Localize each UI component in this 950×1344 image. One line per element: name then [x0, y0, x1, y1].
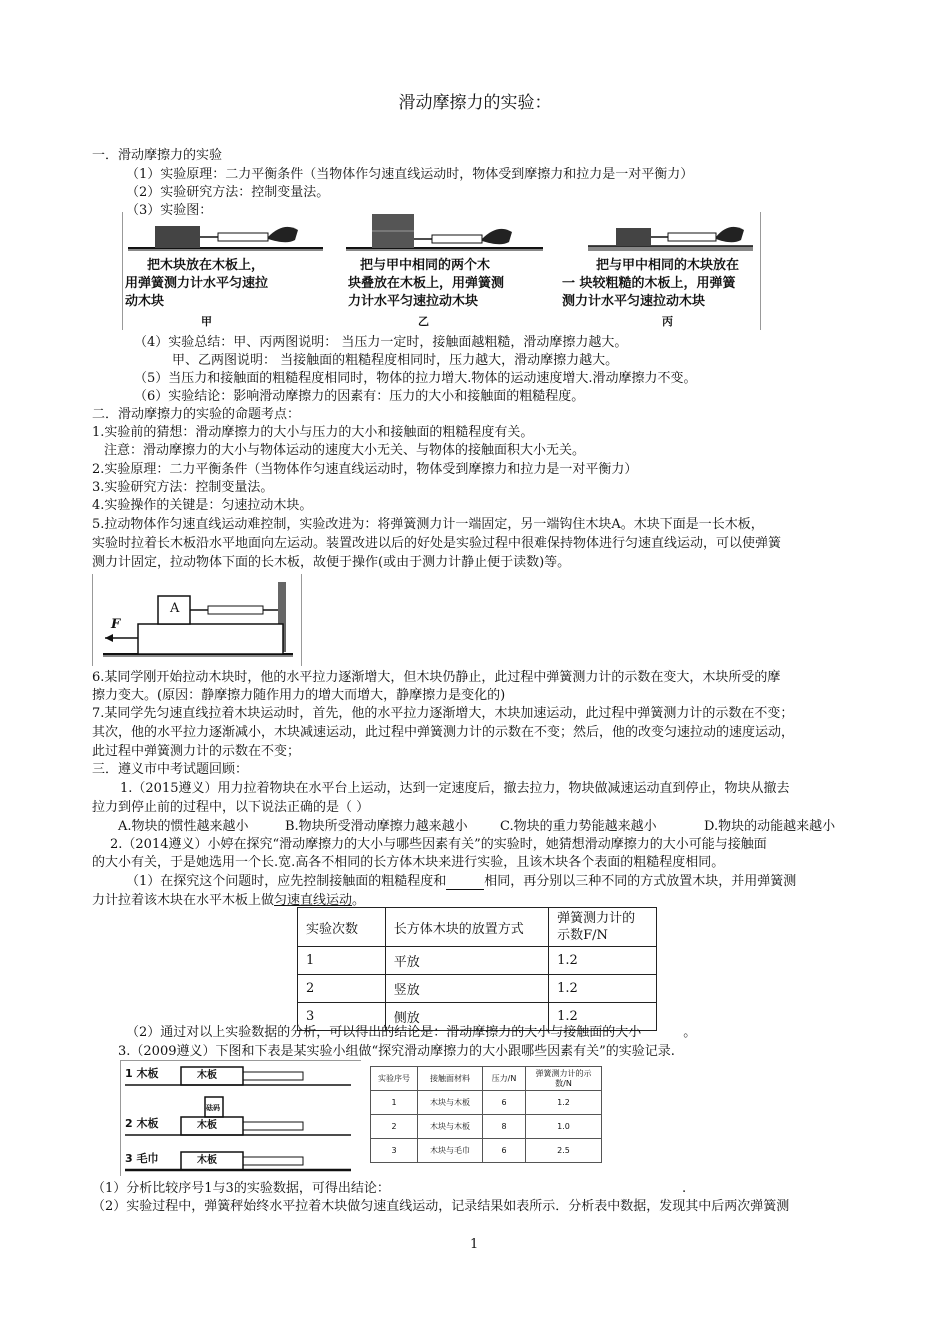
improved-apparatus-figure [92, 574, 302, 666]
table-cell: 3 [298, 1003, 386, 1031]
q2-part1b-underlined: 匀速直线运动 [274, 893, 353, 908]
q3-part1: （1）分析比较序号1与3的实验数据，可得出结论： [92, 1181, 390, 1196]
table-cell: 平放 [385, 947, 548, 975]
table-cell: 6 [483, 1091, 526, 1115]
s2-item-2: 2.实验原理：二力平衡条件（当物体作匀速直线运动时，物体受到摩擦力和拉力是一对平衡力） [92, 462, 638, 477]
q2-part2-text: （2）通过对以上实验数据的分析，可以得出的结论是：滑动摩擦力的大小与接触面的大小 [126, 1025, 642, 1040]
fig3-label-2: 2 木板 [125, 1117, 159, 1130]
experiment-figure-a [122, 212, 338, 330]
fig3-label-3: 3 毛巾 [125, 1152, 159, 1165]
fig-c-caption-1: 把与甲中相同的木块放在 [596, 258, 740, 273]
table-cell: 6 [483, 1139, 526, 1163]
experiment-figure-b [338, 212, 556, 330]
fig-c-caption-2: 一 块较粗糙的木板上，用弹簧 [562, 276, 736, 291]
fig-c-caption-3: 测力计水平匀速拉动木块 [562, 294, 706, 309]
q3-stem: 3.（2009遵义）下图和下表是某实验小组做“探究滑动摩擦力的大小跟哪些因素有关”的实验记录. [118, 1044, 675, 1059]
fig3-weight: 砝码 [206, 1104, 220, 1112]
section-2-heading: 二．滑动摩擦力的实验的命题考点： [92, 407, 301, 422]
fig-b-caption-1: 把与甲中相同的两个木 [360, 258, 491, 273]
table-header: 弹簧测力计的示数F/N [549, 908, 657, 947]
q1-stem-a: 1.（2015遵义）用力拉着物块在水平台上运动，达到一定速度后，撤去拉力，物块做减速运动直到停止，物块从撤去 [120, 781, 790, 796]
table-cell: 3 [371, 1139, 418, 1163]
s2-item-4: 4.实验操作的关键是：匀速拉动木块。 [92, 498, 313, 513]
fig-b-tag: 乙 [418, 315, 429, 328]
force-f-label: F [111, 617, 121, 632]
q3-apparatus-figure [120, 1060, 361, 1176]
fig-b-caption-3: 力计水平匀速拉动木块 [348, 294, 479, 309]
table-header-row [298, 908, 657, 947]
block-a-label: A [170, 601, 180, 616]
table-cell: 2.5 [526, 1139, 602, 1163]
table-cell: 1.2 [526, 1091, 602, 1115]
q2-data-table [297, 907, 657, 1031]
table-cell: 1.0 [526, 1115, 602, 1139]
q1-option-d: D.物块的动能越来越小 [704, 819, 836, 834]
table-header: 弹簧测力计的示数/N [526, 1067, 602, 1091]
s1-summary-2: 甲、乙两图说明： 当接触面的粗糙程度相同时，压力越大，滑动摩擦力越大。 [172, 353, 619, 368]
q2-part1b-post: 。 [352, 893, 366, 908]
q3-data-table [370, 1066, 602, 1163]
table-cell: 木块与木板 [418, 1115, 483, 1139]
q3-part2: （2）实验过程中，弹簧秤始终水平拉着木块做匀速直线运动，记录结果如表所示．分析表中数据，发现其中后两次弹簧测 [92, 1199, 790, 1214]
table-header: 长方体木块的放置方式 [385, 908, 548, 947]
table-cell: 1.2 [549, 975, 657, 1003]
table-cell: 1 [298, 947, 386, 975]
q2-part1b-pre: 力计拉着该木块在水平木板上做 [92, 893, 275, 908]
table-cell: 1.2 [549, 1003, 657, 1031]
table-cell: 木块与木板 [418, 1091, 483, 1115]
table-cell: 竖放 [385, 975, 548, 1003]
q2-stem-a: 2.（2014遵义）小婷在探究“滑动摩擦力的大小与哪些因素有关”的实验时，她猜想滑动摩擦力的大小可能与接触面 [110, 837, 767, 852]
s1-conclusion: （6）实验结论：影响滑动摩擦力的因素有：压力的大小和接触面的粗糙程度。 [134, 389, 585, 404]
experiment-figure-c [558, 212, 761, 330]
q2-part2 [126, 1024, 696, 1041]
q2-part2-end: 。 [683, 1025, 697, 1040]
fig-c-tag: 丙 [662, 315, 673, 328]
fig3-label-1: 1 木板 [125, 1067, 159, 1080]
q2-part1-post: 相同，再分别以三种不同的方式放置木块，并用弹簧测 [484, 874, 797, 889]
s2-item-5b: 实验时拉着长木板沿水平地面向左运动。装置改进以后的好处是实验过程中很难保持物体进行匀速直线运动，可以使弹簧 [92, 536, 782, 551]
table-cell: 2 [371, 1115, 418, 1139]
s2-item-7b: 其次，他的水平拉力逐渐减小，木块减速运动，此过程中弹簧测力计的示数在不变；然后，他的改变匀速拉动的速度运动， [92, 725, 795, 740]
table-row [298, 947, 657, 975]
table-cell: 1.2 [549, 947, 657, 975]
s2-item-6a: 6.某同学刚开始拉动木块时，他的水平拉力逐渐增大，但木块仍静止，此过程中弹簧测力计的示数在变大，木块所受的摩 [92, 670, 781, 685]
table-header: 压力/N [483, 1067, 526, 1091]
table-cell: 2 [298, 975, 386, 1003]
fig3-block-2: 木板 [197, 1120, 217, 1131]
s1-figure-label: （3）实验图： [126, 203, 213, 218]
fig-a-caption-3: 动木块 [125, 294, 165, 309]
page-number: 1 [470, 1237, 479, 1252]
q1-option-b: B.物块所受滑动摩擦力越来越小 [285, 819, 468, 834]
table-cell: 1 [371, 1091, 418, 1115]
s2-item-1: 1.实验前的猜想：滑动摩擦力的大小与压力的大小和接触面的粗糙程度有关。 [92, 425, 534, 440]
section-3-heading: 三．遵义市中考试题回顾： [92, 762, 249, 777]
s1-note-5: （5）当压力和接触面的粗糙程度相同时，物体的拉力增大.物体的运动速度增大.滑动摩擦力不变。 [134, 371, 697, 386]
page-title: 滑动摩擦力的实验： [398, 93, 552, 113]
fig3-block-3: 木板 [197, 1155, 217, 1166]
table-row [371, 1091, 602, 1115]
s2-item-1-note: 注意：滑动摩擦力的大小与物体运动的速度大小无关、与物体的接触面积大小无关。 [104, 443, 586, 458]
fig-b-caption-2: 块叠放在木板上，用弹簧测 [348, 276, 505, 291]
table-cell: 侧放 [385, 1003, 548, 1031]
q1-option-a: A.物块的惯性越来越小 [118, 819, 249, 834]
fig-a-caption-2: 用弹簧测力计水平匀速拉 [125, 276, 269, 291]
fig-a-caption-1: 把木块放在木板上， [147, 258, 265, 273]
s1-principle: （1）实验原理：二力平衡条件（当物体作匀速直线运动时，物体受到摩擦力和拉力是一对平衡力） [126, 167, 694, 182]
table-header: 实验次数 [298, 908, 386, 947]
s2-item-7a: 7.某同学先匀速直线拉着木块运动时，首先，他的水平拉力逐渐增大，木块加速运动，此过程中弹簧测力计的示数在不变； [92, 706, 794, 721]
table-row [371, 1115, 602, 1139]
table-header: 接触面材料 [418, 1067, 483, 1091]
table-header: 实验序号 [371, 1067, 418, 1091]
table-cell: 木块与毛巾 [418, 1139, 483, 1163]
s1-method: （2）实验研究方法：控制变量法。 [126, 185, 330, 200]
q2-stem-b: 的大小有关，于是她选用一个长.宽.高各不相同的长方体木块来进行实验，且该木块各个表面的粗糙程度相同。 [92, 855, 725, 870]
q3-part1-end: . [682, 1181, 687, 1196]
s2-item-3: 3.实验研究方法：控制变量法。 [92, 480, 274, 495]
section-1-heading: 一．滑动摩擦力的实验 [92, 148, 223, 163]
q1-stem-b: 拉力到停止前的过程中，以下说法正确的是（ ） [92, 800, 370, 815]
fig3-block-1: 木板 [197, 1070, 217, 1081]
answer-blank[interactable] [446, 877, 484, 890]
s2-item-7c: 此过程中弹簧测力计的示数在不变； [92, 744, 301, 759]
table-row [371, 1139, 602, 1163]
s2-item-5a: 5.拉动物体作匀速直线运动难控制，实验改进为：将弹簧测力计一端固定，另一端钩住木块A。木块下面是一长木板， [92, 517, 764, 532]
s2-item-5c: 测力计固定，拉动物体下面的长木板，故便于操作(或由于测力计静止便于读数)等。 [92, 555, 571, 570]
q1-option-c: C.物块的重力势能越来越小 [500, 819, 657, 834]
table-header-row [371, 1067, 602, 1091]
s2-item-6b: 擦力变大。(原因：静摩擦力随作用力的增大而增大，静摩擦力是变化的) [92, 688, 506, 703]
table-cell: 8 [483, 1115, 526, 1139]
fig-a-tag: 甲 [201, 315, 212, 328]
q2-part1-line1 [126, 873, 796, 890]
q2-part1-pre: （1）在探究这个问题时，应先控制接触面的粗糙程度和 [126, 874, 447, 889]
s1-summary-1: （4）实验总结：甲、丙两图说明： 当压力一定时，接触面越粗糙，滑动摩擦力越大。 [134, 335, 628, 350]
table-row [298, 975, 657, 1003]
